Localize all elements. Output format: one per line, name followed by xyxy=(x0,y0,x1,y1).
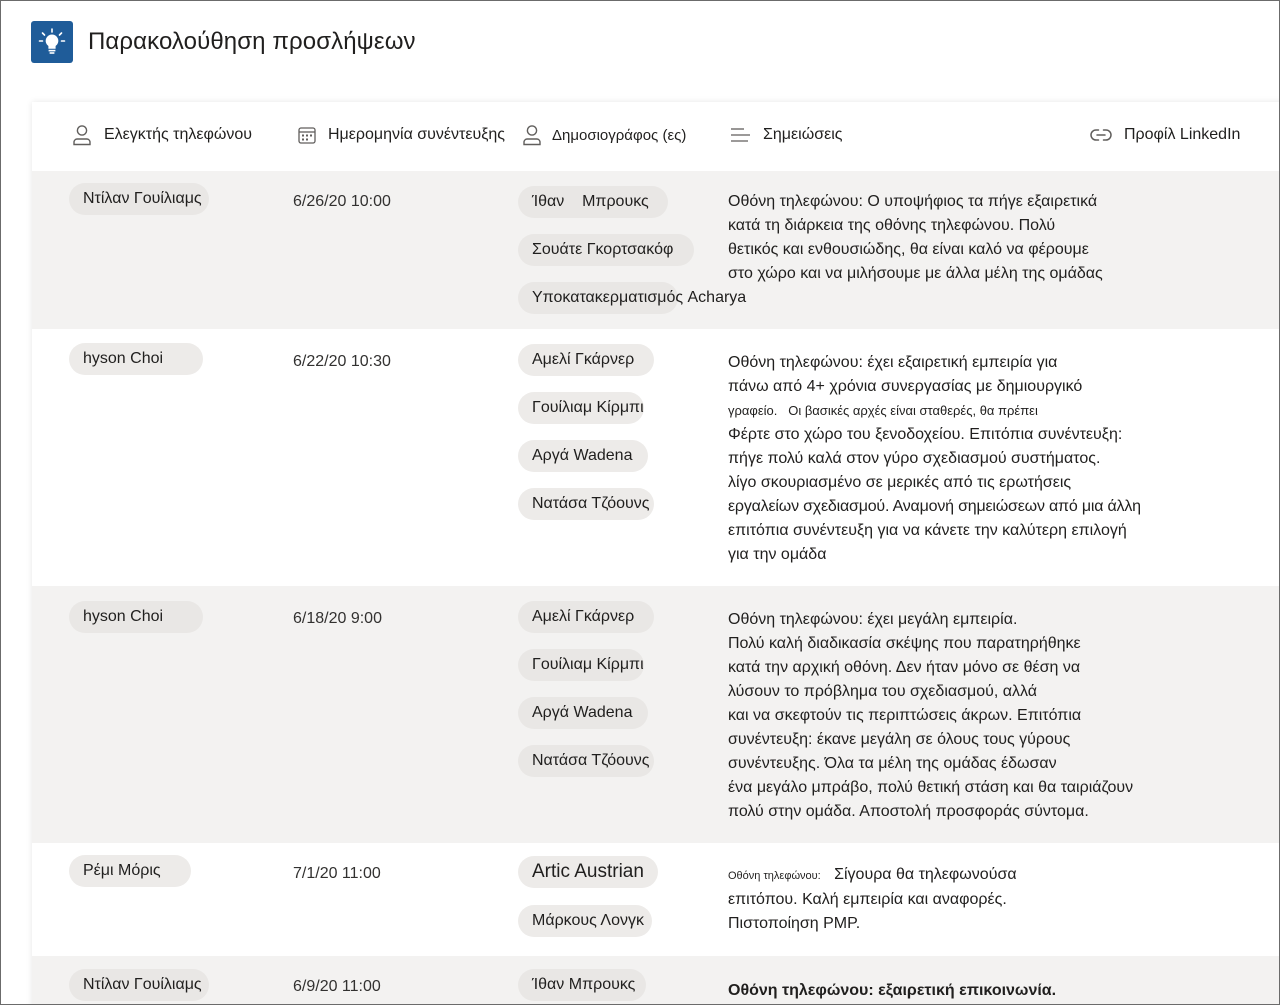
notes-line: λίγο σκουριασμένο σε μερικές από τις ερωτήσεις xyxy=(728,474,1072,491)
notes-line: στο χώρο και να μιλήσουμε με άλλα μέλη της ομάδας xyxy=(728,265,1103,282)
calendar-icon xyxy=(298,126,316,144)
link-icon xyxy=(1090,128,1112,142)
notes-line: πάνω από 4+ χρόνια συνεργασίας με δημιουργικό xyxy=(728,378,1083,395)
interviewer-pill[interactable]: Γουίλιαμ Κίρμπι xyxy=(518,392,644,424)
table-row[interactable] xyxy=(32,843,1280,956)
column-label: Προφίλ LinkedIn xyxy=(1124,126,1241,143)
interviewer-pill[interactable]: Ίθαν Μπρουκς xyxy=(518,969,646,1001)
notes-prefix: Οθόνη τηλεφώνου: xyxy=(728,870,821,882)
notes-line: και να σκεφτούν τις περιπτώσεις άκρων. Επιτόπια xyxy=(728,707,1082,724)
screener-pill[interactable]: Ρέμι Μόρις xyxy=(69,855,191,887)
interviewer-pill[interactable]: Αμελί Γκάρνερ xyxy=(518,344,654,376)
notes-line: συνέντευξη: έκανε μεγάλη σε όλους τους γύρους xyxy=(728,731,1071,748)
notes-line: για την ομάδα xyxy=(728,546,827,563)
column-label: Ημερομηνία συνέντευξης xyxy=(328,126,506,143)
interview-date: 6/26/20 10:00 xyxy=(293,193,391,210)
column-linkedin[interactable] xyxy=(1090,102,1240,168)
notes-line: Οθόνη τηλεφώνου: Ο υποψήφιος τα πήγε εξαιρετικά xyxy=(728,193,1098,210)
interview-date: 7/1/20 11:00 xyxy=(293,865,381,882)
notes-line: συνέντευξης. Όλα τα μέλη της ομάδας έδωσαν xyxy=(728,755,1057,772)
notes-line: ένα μεγάλο μπράβο, πολύ θετική στάση και θα ταιριάζουν xyxy=(728,779,1134,796)
notes-line: Οθόνη τηλεφώνου: έχει εξαιρετική εμπειρία για xyxy=(728,354,1058,371)
notes-line: κατά τη διάρκεια της οθόνης τηλεφώνου. Πολύ xyxy=(728,217,1056,234)
table-row[interactable] xyxy=(32,956,1280,1005)
interviewer-pill[interactable]: Γουίλιαμ Κίρμπι xyxy=(518,649,644,681)
table-row[interactable] xyxy=(32,329,1280,586)
notes-line: Πιστοποίηση PMP. xyxy=(728,915,861,932)
column-notes[interactable] xyxy=(731,102,842,168)
notes-line: πολύ στην ομάδα. Αποστολή προσφοράς σύντομα. xyxy=(728,803,1089,820)
column-header-row xyxy=(32,102,1280,168)
interviewer-pill[interactable]: Ίθαν Μπρουκς xyxy=(518,186,668,218)
notes-cell xyxy=(728,863,1158,936)
notes-line: θετικός και ενθουσιώδης, θα είναι καλό να φέρουμε xyxy=(728,241,1089,258)
recruiting-table xyxy=(32,102,1280,1005)
text-lines-icon xyxy=(731,127,751,143)
column-interviewers[interactable] xyxy=(522,102,686,168)
notes-line: Οθόνη τηλεφώνου: έχει μεγάλη εμπειρία. xyxy=(728,611,1018,628)
screener-pill[interactable]: hyson Choi xyxy=(69,343,203,375)
notes-line: επιτόπου. Καλή εμπειρία και αναφορές. xyxy=(728,891,1007,908)
notes-text: Σίγουρα θα τηλεφωνούσα xyxy=(834,866,1017,883)
interviewer-pill[interactable]: Αργά Wadena xyxy=(518,697,648,729)
notes-cell xyxy=(728,608,1158,824)
notes-cell xyxy=(728,190,1158,286)
notes-line: κατά την αρχική οθόνη. Δεν ήταν μόνο σε θέση να xyxy=(728,659,1081,676)
page-title: Παρακολούθηση προσλήψεων xyxy=(88,28,416,55)
notes-cell xyxy=(728,351,1158,567)
interviewer-pill[interactable]: Νατάσα Τζόουνς xyxy=(518,488,654,520)
interview-date: 6/9/20 11:00 xyxy=(293,978,381,995)
table-row[interactable] xyxy=(32,171,1280,329)
interviewer-pill[interactable]: Μάρκους Λονγκ xyxy=(518,905,652,937)
notes-line: επιτόπια συνέντευξη για να κάνετε την καλύτερη επιλογή xyxy=(728,522,1127,539)
interviewer-pill[interactable]: Artic Austrian xyxy=(518,856,658,888)
column-phone-screener[interactable] xyxy=(72,102,252,168)
interviewer-pill[interactable]: Νατάσα Τζόουνς xyxy=(518,745,654,777)
app-header xyxy=(31,20,416,64)
notes-line: εργαλείων σχεδιασμού. Αναμονή σημειώσεων από μια άλλη xyxy=(728,498,1141,515)
column-label: Δημοσιογράφος (ες) xyxy=(552,126,687,144)
notes-line: Πολύ καλή διαδικασία σκέψης που παρατηρήθηκε xyxy=(728,635,1081,652)
interview-date: 6/22/20 10:30 xyxy=(293,353,391,370)
notes-cell xyxy=(728,979,1158,1003)
notes-line: πήγε πολύ καλά στον γύρο σχεδιασμού συστήματος. xyxy=(728,450,1101,467)
table-row[interactable] xyxy=(32,586,1280,843)
person-icon xyxy=(72,124,92,146)
interviewer-pill[interactable]: Σουάτε Γκορτσακόφ xyxy=(518,234,694,266)
screener-pill[interactable]: Ντίλαν Γουίλιαμς xyxy=(69,183,209,215)
notes-line: λύσουν το πρόβλημα του σχεδιασμού, αλλά xyxy=(728,683,1038,700)
column-interview-date[interactable] xyxy=(298,102,505,168)
interview-date: 6/18/20 9:00 xyxy=(293,610,382,627)
interviewer-pill[interactable]: Αργά Wadena xyxy=(518,440,648,472)
notes-line xyxy=(728,863,1158,888)
screener-pill[interactable]: Ντίλαν Γουίλιαμς xyxy=(69,969,209,1001)
column-label: Ελεγκτής τηλεφώνου xyxy=(104,126,253,143)
interviewer-pill[interactable]: Υποκατακερματισμός Acharya xyxy=(518,282,678,314)
person-icon xyxy=(522,124,542,146)
column-label: Σημειώσεις xyxy=(763,126,843,143)
notes-line: γραφείο. Οι βασικές αρχές είναι σταθερές, θα πρέπει xyxy=(728,403,1038,418)
interviewer-pill[interactable]: Αμελί Γκάρνερ xyxy=(518,601,654,633)
lightbulb-icon xyxy=(31,21,73,63)
notes-line: Φέρτε στο χώρο του ξενοδοχείου. Επιτόπια συνέντευξη: xyxy=(728,426,1123,443)
notes-line: Οθόνη τηλεφώνου: εξαιρετική επικοινωνία. xyxy=(728,982,1057,999)
screener-pill[interactable]: hyson Choi xyxy=(69,601,203,633)
